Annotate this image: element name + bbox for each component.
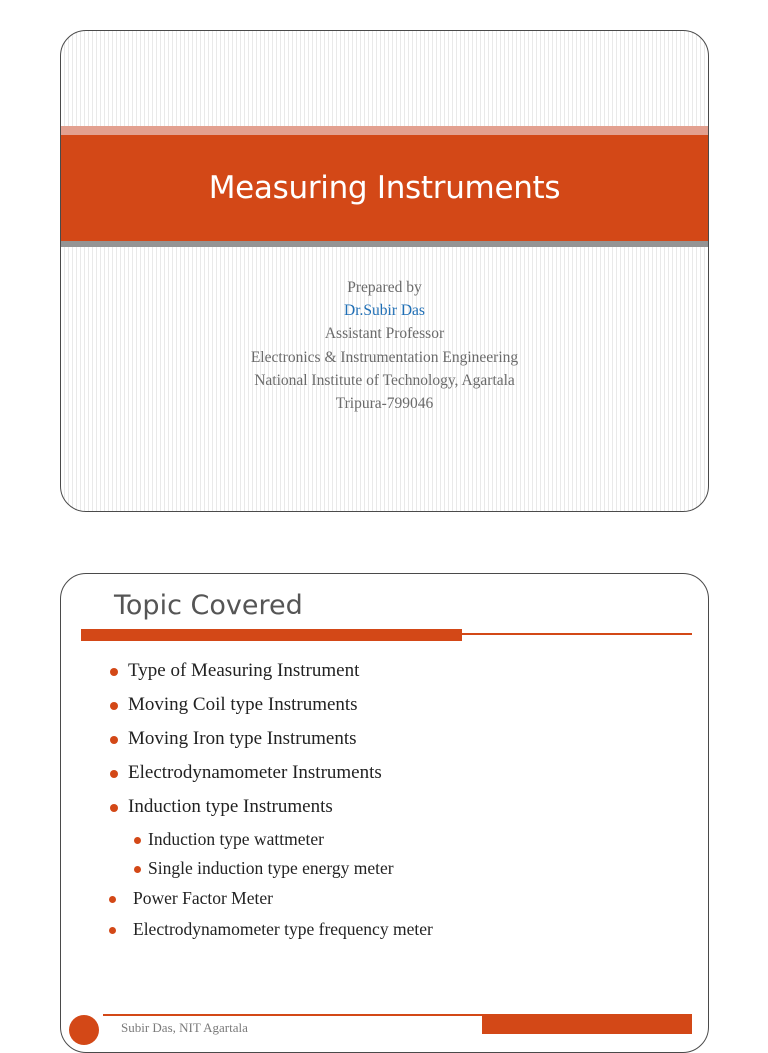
- bullet-icon: [134, 866, 141, 873]
- slide-number-badge: [69, 1015, 99, 1045]
- institute-name: National Institute of Technology, Agartala: [254, 371, 515, 389]
- bullet-icon: [110, 736, 118, 744]
- footer-text: Subir Das, NIT Agartala: [121, 1020, 248, 1035]
- title-band-bottom-stripe: [61, 241, 708, 247]
- list-item: Induction type wattmeter: [148, 829, 324, 850]
- bullet-icon: [110, 770, 118, 778]
- title-slide: [60, 30, 709, 512]
- list-item: Electrodynamometer type frequency meter: [133, 919, 433, 940]
- department-name: Electronics & Instrumentation Engineering: [250, 348, 519, 366]
- topics-list: [61, 574, 708, 1052]
- bullet-icon: [109, 896, 116, 903]
- list-item: Type of Measuring Instrument: [128, 660, 359, 682]
- author-position: Assistant Professor: [324, 325, 445, 343]
- bullet-icon: [110, 804, 118, 812]
- footer-accent-block: [482, 1014, 692, 1034]
- topics-slide-title: Topic Covered: [114, 590, 303, 621]
- author-name: Dr.Subir Das: [344, 302, 425, 320]
- list-item: Moving Coil type Instruments: [128, 694, 358, 716]
- bullet-icon: [109, 927, 116, 934]
- prepared-by-label: Prepared by: [347, 279, 422, 296]
- slide-title: Measuring Instruments: [208, 170, 561, 206]
- list-item: Moving Iron type Instruments: [128, 728, 357, 750]
- title-band-top-stripe: [61, 126, 708, 135]
- institute-location: Tripura-799046: [335, 395, 434, 413]
- list-item: Electrodynamometer Instruments: [128, 762, 382, 784]
- bullet-icon: [134, 837, 141, 844]
- bullet-icon: [110, 702, 118, 710]
- list-item: Induction type Instruments: [128, 796, 333, 818]
- credits-block: [61, 276, 708, 415]
- topics-slide: [60, 573, 709, 1053]
- footer-rule: [103, 1014, 483, 1016]
- list-item: Single induction type energy meter: [148, 858, 394, 879]
- bullet-icon: [110, 668, 118, 676]
- list-item: Power Factor Meter: [133, 888, 273, 909]
